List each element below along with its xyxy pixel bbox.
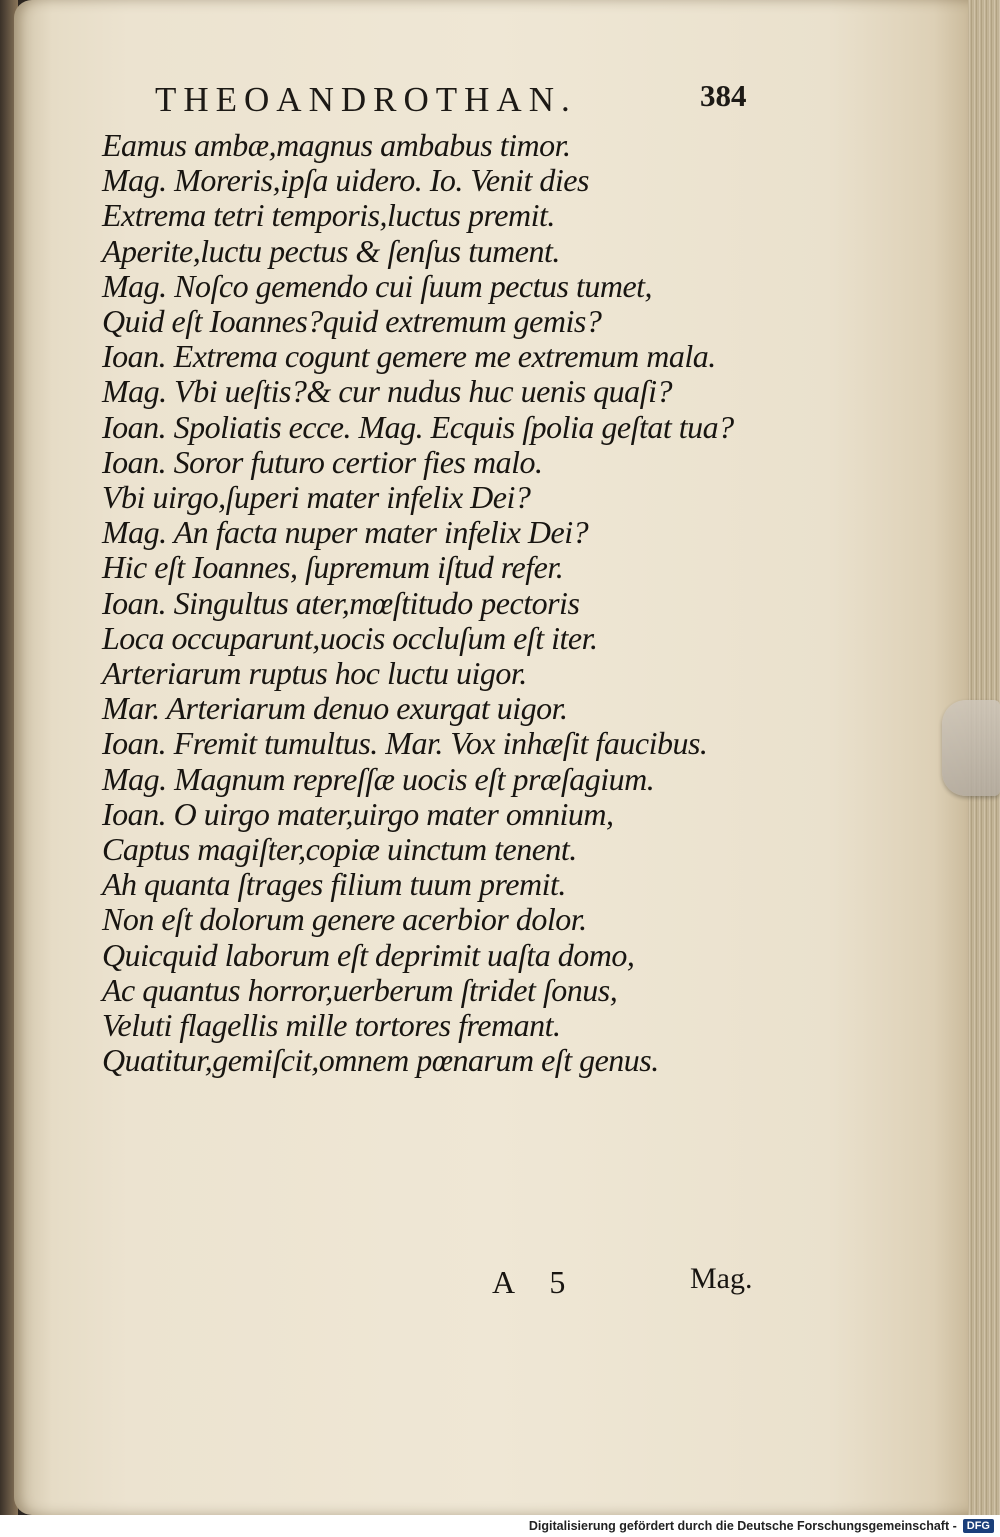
page-number: 384 <box>700 78 747 113</box>
signature-mark: A 5 <box>492 1264 580 1300</box>
dfg-logo-icon: DFG <box>963 1519 994 1533</box>
verse-line: Mag. Noſco gemendo cui ſuum pectus tumet, <box>102 267 653 304</box>
verse-line: Mag. Moreris,ipſa uidero. Io. Venit dies <box>102 162 589 199</box>
verse-line: Loca occuparunt,uocis occluſum eſt iter. <box>102 619 598 656</box>
verse-line: Mar. Arteriarum denuo exurgat uigor. <box>102 690 568 727</box>
page-clip <box>942 700 1000 796</box>
running-title: THEOANDROTHAN. <box>155 80 577 119</box>
verse-line: Hic eſt Ioannes, ſupremum iſtud refer. <box>102 549 564 586</box>
verse-line: Ioan. Fremit tumultus. Mar. Vox inhæſit faucibus. <box>102 725 708 762</box>
verse-line: Ac quantus horror,uerberum ſtridet ſonus, <box>102 971 618 1008</box>
verse-line: Mag. Magnum repreſſæ uocis eſt præſagium. <box>102 760 655 797</box>
verse-line: Quicquid laborum eſt deprimit uaſta domo, <box>102 936 635 973</box>
catchword: Mag. <box>690 1262 753 1295</box>
verse-line: Vbi uirgo,ſuperi mater infelix Dei? <box>102 479 531 516</box>
verse-line: Non eſt dolorum genere acerbior dolor. <box>102 901 587 938</box>
verse-line: Ioan. Singultus ater,mœſtitudo pectoris <box>102 584 580 621</box>
verse-line: Eamus ambæ,magnus ambabus timor. <box>102 127 571 163</box>
verse-line: Arteriarum ruptus hoc luctu uigor. <box>102 655 527 692</box>
verse-line: Quatitur,gemiſcit,omnem pœnarum eſt genus. <box>102 1042 659 1079</box>
verse-line: Ioan. Soror futuro certior fies malo. <box>102 443 543 480</box>
verse-line: Ioan. Spoliatis ecce. Mag. Ecquis ſpolia geſtat tua? <box>102 408 734 445</box>
digitization-credit: Digitalisierung gefördert durch die Deutsche Forschungsgemeinschaft - <box>528 1519 957 1533</box>
verse-line: Ioan. O uirgo mater,uirgo mater omnium, <box>102 795 614 832</box>
verse-line: Captus magiſter,copiæ uinctum tenent. <box>102 831 577 868</box>
verse-line: Veluti flagellis mille tortores fremant. <box>102 1007 561 1044</box>
verse-line: Mag. Vbi ueſtis?& cur nudus huc uenis quaſi? <box>102 373 672 410</box>
verse-text-block <box>102 128 742 1078</box>
verse-line: Mag. An facta nuper mater infelix Dei? <box>102 514 589 551</box>
digitization-footer <box>0 1515 1000 1537</box>
verse-line: Ah quanta ſtrages filium tuum premit. <box>102 866 566 903</box>
verse-line: Extrema tetri temporis,luctus premit. <box>102 197 555 234</box>
verse-line: Aperite,luctu pectus & ſenſus tument. <box>102 232 560 269</box>
verse-line: Ioan. Extrema cogunt gemere me extremum mala. <box>102 338 716 375</box>
verse-line: Quid eſt Ioannes?quid extremum gemis? <box>102 303 602 340</box>
